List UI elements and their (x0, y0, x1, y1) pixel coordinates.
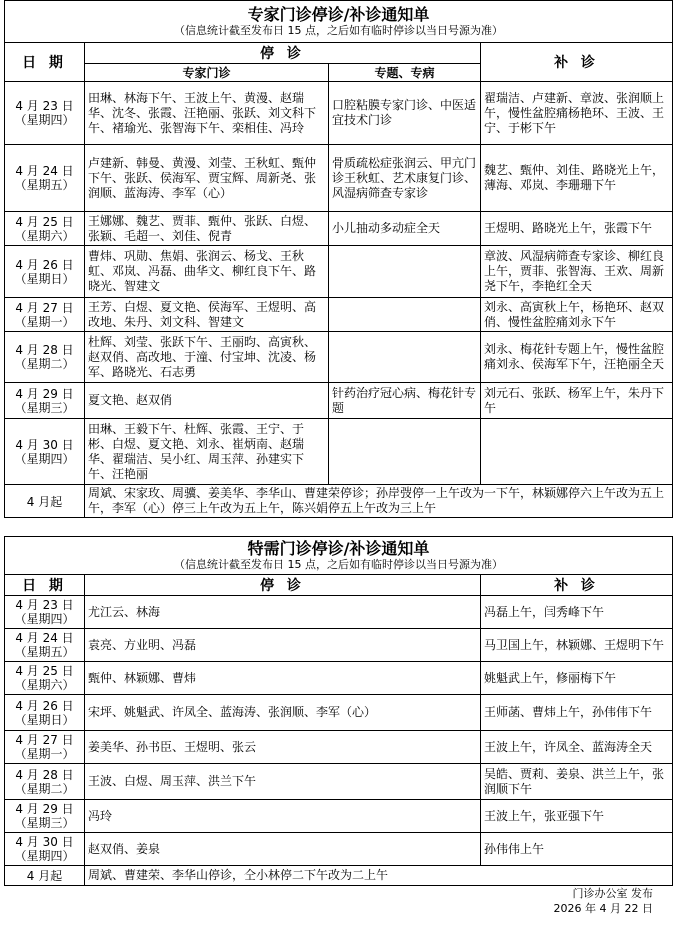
make-up-cell: 王波上午，许凤全、蓝海涛全天 (481, 731, 673, 764)
special-topic-stop-cell (329, 246, 481, 298)
special-topic-stop-cell: 针药治疗冠心病、梅花针专题 (329, 383, 481, 419)
date-label: 4 月 30 日 (15, 437, 74, 452)
expert-clinic-subheader: 专家门诊 (85, 64, 329, 82)
footer (554, 886, 653, 916)
weekday-label: （星期四） (14, 451, 75, 466)
weekday-label: （星期四） (14, 113, 75, 127)
date-cell (5, 419, 85, 485)
expert-clinic-stop-cell: 王娜娜、魏艺、贾菲、甄仲、张跃、白煜、张颖、毛超一、刘佳、倪青 (85, 212, 329, 246)
weekday-label: （星期五） (14, 178, 75, 192)
make-up-cell (481, 419, 673, 485)
table-row (5, 662, 673, 695)
date-label: 4 月 30 日 (15, 835, 74, 849)
weekday-label: （星期日） (14, 271, 75, 286)
date-cell (5, 833, 85, 866)
from-date-label: 4 月起 (5, 866, 85, 886)
from-date-text: 周斌、宋家玫、周骥、姜美华、李华山、曹建荣停诊；孙岸弢停一上午改为一下午，林颖娜停六上午改为五上午，李军（心）停三上午改为五上午，陈兴娟停五上午改为三上午 (85, 485, 673, 518)
special-topic-stop-cell: 口腔粘膜专家门诊、中医适宜技术门诊 (329, 82, 481, 145)
special-topic-stop-cell: 小儿抽动多动症全天 (329, 212, 481, 246)
date-label: 4 月 28 日 (15, 767, 74, 782)
stop-cell: 尤江云、林海 (85, 596, 481, 629)
make-up-cell: 吴皓、贾莉、姜泉、洪兰上午，张润顺下午 (481, 764, 673, 800)
expert-notice-table (4, 0, 673, 518)
date-label: 4 月 25 日 (15, 214, 74, 229)
expert-notice-header (5, 1, 673, 43)
expert-clinic-stop-cell: 卢建新、韩曼、黄漫、刘莹、王秋虹、甄仲下午、张跃、侯海军、贾宝辉、周新尧、张润顺、蓝海涛、李军（心） (85, 145, 329, 212)
expert-notice-title: 专家门诊停诊/补诊通知单 (247, 4, 430, 24)
publisher: 门诊办公室 发布 (572, 887, 653, 900)
special-notice-note: （信息统计截至发布日 15 点，之后如有临时停诊以当日号源为准） (174, 557, 503, 571)
date-cell (5, 246, 85, 298)
weekday-label: （星期一） (14, 747, 75, 761)
date-cell (5, 145, 85, 212)
weekday-label: （星期三） (14, 816, 75, 830)
table-row (5, 596, 673, 629)
expert-clinic-stop-cell: 杜辉、刘莹、张跃下午、王丽昀、高寅秋、赵双俏、高改地、于潼、付宝坤、沈凌、杨军、路晓光、石志勇 (85, 332, 329, 383)
date-cell (5, 383, 85, 419)
date-label: 4 月 29 日 (15, 802, 74, 816)
date-column-header: 日 期 (5, 575, 85, 596)
date-cell (5, 629, 85, 662)
table-row (5, 246, 673, 298)
table-row (5, 212, 673, 246)
from-date-label: 4 月起 (5, 485, 85, 518)
stop-cell: 赵双俏、姜泉 (85, 833, 481, 866)
table-row (5, 332, 673, 383)
make-up-cell: 刘永、高寅秋上午，杨艳环、赵双俏、慢性盆腔痛刘永下午 (481, 298, 673, 332)
weekday-label: （星期一） (14, 314, 75, 329)
date-label: 4 月 23 日 (15, 99, 74, 113)
date-column-header: 日 期 (5, 43, 85, 82)
make-up-cell: 冯磊上午，闫秀峰下午 (481, 596, 673, 629)
weekday-label: （星期六） (14, 228, 75, 243)
special-topic-stop-cell (329, 332, 481, 383)
special-notice-header (5, 537, 673, 575)
special-topic-stop-cell: 骨质疏松症张润云、甲亢门诊王秋虹、艺术康复门诊、风湿病筛查专家诊 (329, 145, 481, 212)
make-up-cell: 翟瑞洁、卢建新、章波、张润顺上午，慢性盆腔痛杨艳环、王波、王宁、于彬下午 (481, 82, 673, 145)
date-label: 4 月 24 日 (15, 164, 74, 178)
table-row (5, 145, 673, 212)
weekday-label: （星期二） (14, 781, 75, 796)
from-date-row (5, 866, 673, 886)
stop-column-header: 停 诊 (85, 43, 481, 64)
table-row (5, 833, 673, 866)
table-row (5, 764, 673, 800)
table-row (5, 629, 673, 662)
expert-clinic-stop-cell: 夏文艳、赵双俏 (85, 383, 329, 419)
weekday-label: （星期三） (14, 400, 75, 415)
make-up-column-header: 补 诊 (481, 575, 673, 596)
stop-cell: 宋坪、姚魁武、许凤全、蓝海涛、张润顺、李军（心） (85, 695, 481, 731)
date-label: 4 月 25 日 (15, 664, 74, 678)
stop-cell: 姜美华、孙书臣、王煜明、张云 (85, 731, 481, 764)
date-label: 4 月 29 日 (15, 386, 74, 401)
table-row (5, 383, 673, 419)
table-row (5, 82, 673, 145)
special-notice-title: 特需门诊停诊/补诊通知单 (247, 538, 430, 558)
weekday-label: （星期日） (14, 712, 75, 727)
make-up-column-header: 补 诊 (481, 43, 673, 82)
expert-clinic-stop-cell: 王芳、白煜、夏文艳、侯海军、王煜明、高改地、朱丹、刘文科、智建文 (85, 298, 329, 332)
date-cell (5, 800, 85, 833)
date-cell (5, 332, 85, 383)
date-label: 4 月 23 日 (15, 598, 74, 612)
stop-cell: 袁亮、方业明、冯磊 (85, 629, 481, 662)
make-up-cell: 魏艺、甄仲、刘佳、路晓光上午，薄海、邓岚、李珊珊下午 (481, 145, 673, 212)
stop-cell: 甄仲、林颖娜、曹炜 (85, 662, 481, 695)
special-topic-stop-cell (329, 419, 481, 485)
date-cell (5, 731, 85, 764)
make-up-cell: 王师菡、曹炜上午，孙伟伟下午 (481, 695, 673, 731)
make-up-cell: 马卫国上午，林颖娜、王煜明下午 (481, 629, 673, 662)
make-up-cell: 姚魁武上午，修丽梅下午 (481, 662, 673, 695)
date-cell (5, 695, 85, 731)
from-date-text: 周斌、曹建荣、李华山停诊，仝小林停二下午改为二上午 (85, 866, 673, 886)
make-up-cell: 孙伟伟上午 (481, 833, 673, 866)
table-row (5, 419, 673, 485)
date-cell (5, 662, 85, 695)
make-up-cell: 刘元石、张跃、杨军上午，朱丹下午 (481, 383, 673, 419)
table-row (5, 731, 673, 764)
stop-column-header: 停 诊 (85, 575, 481, 596)
date-cell (5, 764, 85, 800)
make-up-cell: 王波上午，张亚强下午 (481, 800, 673, 833)
weekday-label: （星期四） (14, 612, 75, 626)
special-topic-stop-cell (329, 298, 481, 332)
expert-clinic-stop-cell: 田琳、林海下午、王波上午、黄漫、赵瑞华、沈冬、张霞、汪艳丽、张跃、刘文科下午、褚瑜光、张智海下午、栾相佳、冯玲 (85, 82, 329, 145)
weekday-label: （星期二） (14, 357, 75, 371)
special-notice-table (4, 536, 673, 886)
date-cell (5, 596, 85, 629)
expert-notice-note: （信息统计截至发布日 15 点，之后如有临时停诊以当日号源为准） (174, 23, 503, 37)
expert-clinic-stop-cell: 曹炜、巩勋、焦娟、张润云、杨戈、王秋虹、邓岚、冯磊、曲华文、柳红良下午、路晓光、智建文 (85, 246, 329, 298)
date-label: 4 月 26 日 (15, 698, 74, 713)
date-label: 4 月 26 日 (15, 257, 74, 272)
weekday-label: （星期六） (14, 678, 75, 692)
make-up-cell: 章波、风湿病筛查专家诊、柳红良上午，贾菲、张智海、王欢、周新尧下午，李艳红全天 (481, 246, 673, 298)
from-date-row (5, 485, 673, 518)
stop-cell: 王波、白煜、周玉萍、洪兰下午 (85, 764, 481, 800)
table-row (5, 800, 673, 833)
expert-clinic-stop-cell: 田琳、王毅下午、杜辉、张霞、王宁、于彬、白煜、夏文艳、刘永、崔炳南、赵瑞华、翟瑞洁、吴小红、周玉萍、孙建实下午、汪艳丽 (85, 419, 329, 485)
date-label: 4 月 24 日 (15, 631, 74, 645)
table-row (5, 695, 673, 731)
weekday-label: （星期四） (14, 849, 75, 863)
date-cell (5, 212, 85, 246)
date-label: 4 月 28 日 (15, 343, 74, 357)
make-up-cell: 刘永、梅花针专题上午，慢性盆腔痛刘永、侯海军下午，汪艳丽全天 (481, 332, 673, 383)
date-cell (5, 82, 85, 145)
date-cell (5, 298, 85, 332)
table-row (5, 298, 673, 332)
special-topic-subheader: 专题、专病 (329, 64, 481, 82)
date-label: 4 月 27 日 (15, 300, 74, 315)
weekday-label: （星期五） (14, 645, 75, 659)
publish-date: 2026 年 4 月 22 日 (553, 902, 653, 915)
make-up-cell: 王煜明、路晓光上午，张霞下午 (481, 212, 673, 246)
date-label: 4 月 27 日 (15, 733, 74, 747)
stop-cell: 冯玲 (85, 800, 481, 833)
